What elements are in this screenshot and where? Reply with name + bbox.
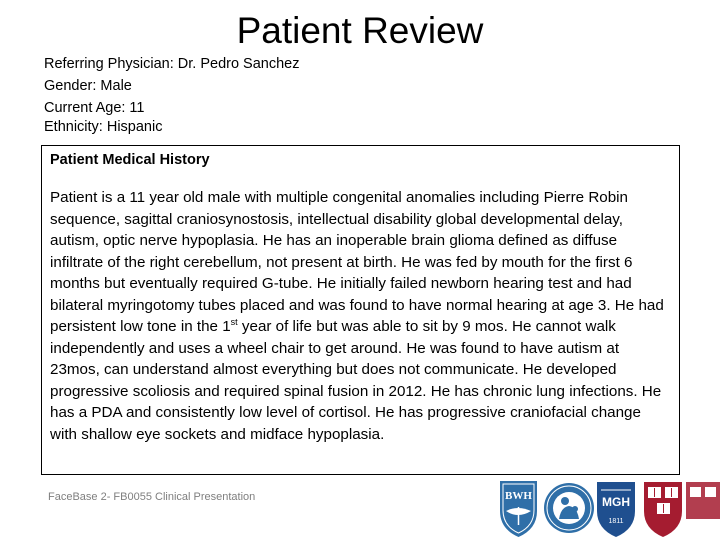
childrens-hospital-logo bbox=[544, 483, 594, 533]
medical-history-text bbox=[50, 187, 665, 445]
bwh-logo-text: BWH bbox=[505, 490, 532, 502]
harvard-logo bbox=[644, 482, 720, 537]
page-title: Patient Review bbox=[236, 10, 484, 51]
history-text-superscript: st bbox=[230, 316, 238, 327]
referring-physician: Referring Physician: Dr. Pedro Sanchez bbox=[44, 56, 300, 72]
gender: Gender: Male bbox=[44, 78, 132, 94]
history-text-part2: year of life but was able to sit by 9 mos. He cannot walk independently and uses a wheel chair to get around. He was found to have autism at 23mos, can understand almost everything but does not communicate. He developed progressive scoliosis and required spinal fusion in 2012. He has chronic lung infections. He has a PDA and consistently low level of cortisol. He has progressive craniofacial change with shallow eye sockets and midface hypoplasia. bbox=[50, 318, 662, 443]
ethnicity: Ethnicity: Hispanic bbox=[44, 119, 163, 135]
bwh-logo bbox=[500, 481, 537, 537]
medical-history-heading: Patient Medical History bbox=[50, 152, 210, 168]
history-text-part1: Patient is a 11 year old male with multiple congenital anomalies including Pierre Robin sequence, sagittal craniosynostosis, intellectual disability global developmental delay, autism, optic nerve hypoplasia. He has an inoperable brain glioma defined as diffuse infiltrate of the right cerebellum, not present at birth. He was fed by mouth for the first 6 months but eventually required G-tube. He initially failed newborn hearing test and had bilateral myringotomy tubes placed and was found to have normal hearing at age 3. He had persistent low tone in the 1 bbox=[50, 189, 664, 335]
mgh-logo-text: MGH bbox=[602, 495, 630, 509]
mgh-logo bbox=[597, 482, 635, 537]
current-age: Current Age: 11 bbox=[44, 100, 145, 116]
medical-history-box bbox=[41, 145, 680, 475]
mgh-logo-year: 1811 bbox=[608, 518, 624, 525]
footer-text: FaceBase 2- FB0055 Clinical Presentation bbox=[48, 491, 256, 503]
institution-logos bbox=[497, 479, 720, 540]
